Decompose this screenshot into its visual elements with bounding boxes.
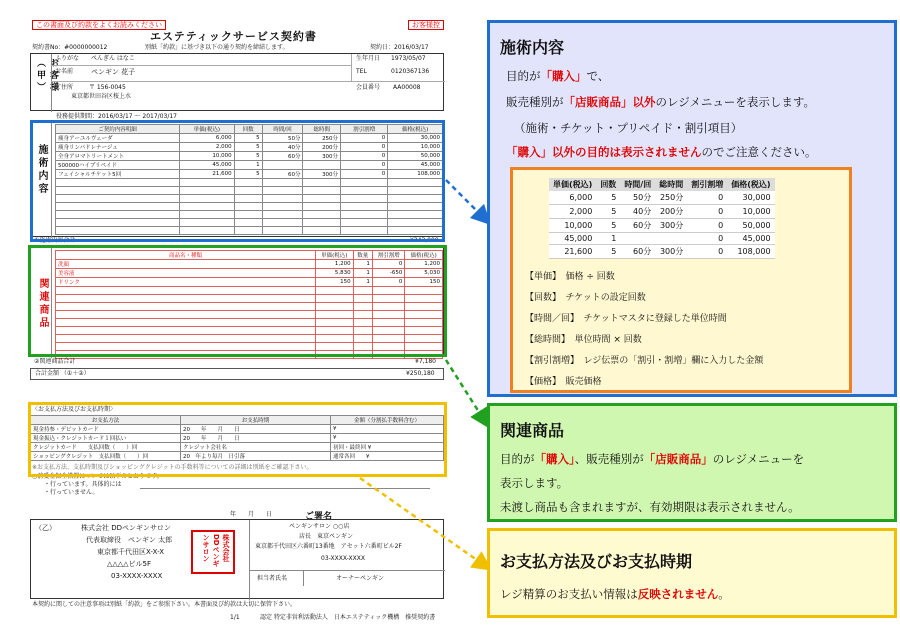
pay-header: 金額（分割払手数料含む） <box>331 416 444 425</box>
treat-header: 回数 <box>234 125 262 134</box>
page-number: 1/1 <box>230 614 240 621</box>
address-value: 東京都世田谷区桜上水 <box>71 93 132 100</box>
representative: 代表取締役 ペンギン 太郎 <box>86 536 173 544</box>
rel-header: 価格(税込) <box>405 251 443 260</box>
definition-unit-price: 【単価】 価格 ÷ 回数 <box>525 272 615 282</box>
contract-date: 契約日：2016/03/17 <box>370 44 429 51</box>
shop-tel: 03-XXXX-XXXX <box>321 555 365 562</box>
address-label: ご住所 <box>55 84 74 91</box>
copy-label: お客様控 <box>408 20 444 30</box>
related-total-label: ②関連商品合計 <box>34 358 76 365</box>
related-total-value: ¥7,180 <box>415 358 436 365</box>
related-line-2: 表示します。 <box>500 476 569 490</box>
pay-header: お支払時期 <box>181 416 331 425</box>
kana-value: ぺんぎん はなこ <box>91 55 135 62</box>
related-panel-title: 関連商品 <box>500 421 565 440</box>
treatment-line-2: 販売種別が「店販商品」以外のレジメニューを表示します。 <box>506 95 815 109</box>
customer-label: お客様（甲） <box>35 58 58 94</box>
definition-discount: 【割引割増】 レジ伝票の「割引・割増」欄に入力した金額 <box>525 356 764 366</box>
table-row: 45,000 1 0 45,000 <box>549 233 775 245</box>
grand-total-value: ¥250,180 <box>406 370 435 377</box>
treat-header: 価格(税込) <box>388 125 443 134</box>
sample-header: 割引割増 <box>687 178 727 191</box>
table-row: 全身アロマトリートメント 10,000 5 60分 300分 0 50,000 <box>56 152 443 161</box>
contract-number: 契約書No：#0000000012 <box>32 44 108 51</box>
member-value: AA00008 <box>393 84 421 91</box>
definition-count: 【回数】 チケットの設定回数 <box>525 293 646 303</box>
rel-header: 商品名・種類 <box>56 251 316 260</box>
table-row: フェイシャルチケット5回 21,600 5 60分 300分 0 108,000 <box>56 170 443 179</box>
treatment-total-value: ¥243,000 <box>410 237 439 244</box>
treat-header: 単価(税込) <box>179 125 234 134</box>
name-value: ペンギン 花子 <box>91 68 136 76</box>
table-row: 痩身リンパドレナージュ 2,000 5 40分 200分 0 10,000 <box>56 143 443 152</box>
treatment-total-label: ①施術内容合計 <box>34 237 76 244</box>
document-subtitle: 別紙「約款」に基づき以下の通り契約を締結します。 <box>145 44 289 51</box>
payment-connector <box>360 478 484 565</box>
table-row: ショッピングクレジット 支払回数（ ）回 20 年より毎月 日引落 通常各回 ¥ <box>31 452 444 461</box>
treat-header: 時間/回 <box>262 125 303 134</box>
document-title: エステティックサービス契約書 <box>150 30 317 43</box>
payment-note: ※お支払方法、支払時期及びショッピングクレジットの手数料等についての詳細は別紙をご確認下さい。 <box>32 464 313 471</box>
footer-certification: 認定 特定非営利活動法人 日本エステティック機構 推奨契約書 <box>260 614 436 621</box>
treat-header: 総時間 <box>303 125 341 134</box>
sample-header: 総時間 <box>655 178 687 191</box>
payment-section-title: 〈お支払方法及びお支払時期〉 <box>32 406 117 413</box>
company-tel: 03-XXXX-XXXX <box>111 572 163 580</box>
treatment-line-3: （施術・チケット・プリペイド・割引項目） <box>514 121 743 135</box>
table-row: 2,000 5 40分 200分 0 10,000 <box>549 205 775 219</box>
staff-value: オーナーペンギン <box>336 575 384 582</box>
service-period: 役務提供期間：2016/03/17 ～ 2017/03/17 <box>56 113 177 120</box>
treatment-label: 施術内容 <box>36 144 47 196</box>
staff-label: 担当者氏名 <box>257 575 288 582</box>
grand-total-label: 合計金額 （①＋②） <box>35 370 90 377</box>
shop-manager: 店長 東京ペンギン <box>299 533 353 540</box>
table-row: 21,600 5 60分 300分 0 108,000 <box>549 245 775 259</box>
sign-title: ご署名 <box>305 512 333 522</box>
birth-label: 生年月日 <box>356 55 381 62</box>
table-row: クレジットカード 支払回数（ ）回 クレジット会社名 初回・最終回 ¥ <box>31 443 444 452</box>
shop-name: ペンギンサロン ○○店 <box>289 523 350 530</box>
treatment-line-4: 「購入」以外の目的は表示されませんのでご注意ください。 <box>506 145 817 159</box>
sample-header: 単価(税込) <box>549 178 596 191</box>
payment-panel-title: お支払方法及びお支払時期 <box>500 552 693 571</box>
sample-header: 回数 <box>596 178 620 191</box>
treatment-panel-title: 施術内容 <box>500 38 565 57</box>
table-row: 現金持参・デビットカード 20 年 月 日 ¥ <box>31 425 444 434</box>
rel-header: 割引割増 <box>372 251 404 260</box>
company-address-1: 東京都千代田区X-X-X <box>97 548 165 556</box>
rel-header: 単価(税込) <box>316 251 354 260</box>
rel-header: 数量 <box>353 251 372 260</box>
definition-total-time: 【総時間】 単位時間 × 回数 <box>525 335 642 345</box>
advance-note: ○前受金保全措置については以下のとおりです。 <box>32 473 163 480</box>
sample-header: 時間/回 <box>620 178 655 191</box>
field-definition-box <box>510 167 852 393</box>
sign-date: 年 月 日 <box>230 511 273 518</box>
party-b-label: （乙） <box>35 524 56 532</box>
treatment-line-1: 目的が「購入」で、 <box>506 69 610 83</box>
read-notice: この書面及び約款をよくお読みください <box>32 20 166 30</box>
related-connector <box>446 360 484 420</box>
sample-header: 価格(税込) <box>727 178 774 191</box>
sample-price-table <box>549 178 775 259</box>
table-row: 現金振込・クレジットカード１回払い 20 年 月 日 ¥ <box>31 434 444 443</box>
company-seal: 株式会社DDペンギンサロン <box>191 530 235 574</box>
shop-address: 東京都千代田区六番町13番地 アセット六番町ビル2F <box>255 543 402 550</box>
treat-header: 割引割増 <box>341 125 388 134</box>
related-panel <box>487 403 897 522</box>
advance-option-2: ・行っていません。 <box>44 489 99 496</box>
related-label: 関連商品 <box>37 278 48 330</box>
payment-panel <box>487 528 897 618</box>
definition-time-per-session: 【時間／回】 チケットマスタに登録した単位時間 <box>525 314 727 324</box>
tel-label: TEL <box>356 68 367 75</box>
table-row: 10,000 5 60分 300分 0 50,000 <box>549 219 775 233</box>
name-label: お名前 <box>55 68 74 75</box>
treatment-panel <box>487 20 897 397</box>
table-row: 美容液 5,830 1 -650 5,030 <box>56 269 443 278</box>
treatment-connector <box>446 180 484 218</box>
advance-option-1: ・行っています。具体的には <box>44 481 122 488</box>
related-line-1: 目的が「購入」、販売種別が「店販商品」のレジメニューを <box>500 452 805 466</box>
treat-header: ご契約内容明細 <box>56 125 180 134</box>
company-address-2: △△△△ビル5F <box>107 560 152 568</box>
definition-price: 【価格】 販売価格 <box>525 377 602 387</box>
tel-value: 0120367136 <box>391 68 430 75</box>
kana-label: ふりがな <box>55 55 80 62</box>
table-row: 6,000 5 50分 250分 0 30,000 <box>549 191 775 205</box>
postal-code: 〒 156-0045 <box>89 84 126 91</box>
table-row: 500000ハイプリペイド 45,000 1 0 45,000 <box>56 161 443 170</box>
table-row: 痩身アーユルヴェーダ 6,000 5 50分 250分 0 30,000 <box>56 134 443 143</box>
footer-note: 本契約に関しての注意事項は別紙「約款」をご参照下さい。本書面及び約款は大切に保管下さい。 <box>32 601 297 608</box>
table-row: ドリンク 150 1 0 150 <box>56 278 443 287</box>
birth-value: 1973/05/07 <box>391 55 426 62</box>
table-row: 洗顔 1,200 1 0 1,200 <box>56 260 443 269</box>
payment-line-1: レジ精算のお支払い情報は反映されません。 <box>500 587 730 601</box>
member-label: 会員番号 <box>356 84 381 91</box>
related-line-3: 未渡し商品も含まれますが、有効期限は表示されません。 <box>500 500 800 514</box>
company-name: 株式会社 DDペンギンサロン <box>81 524 171 532</box>
pay-header: お支払方法 <box>31 416 181 425</box>
